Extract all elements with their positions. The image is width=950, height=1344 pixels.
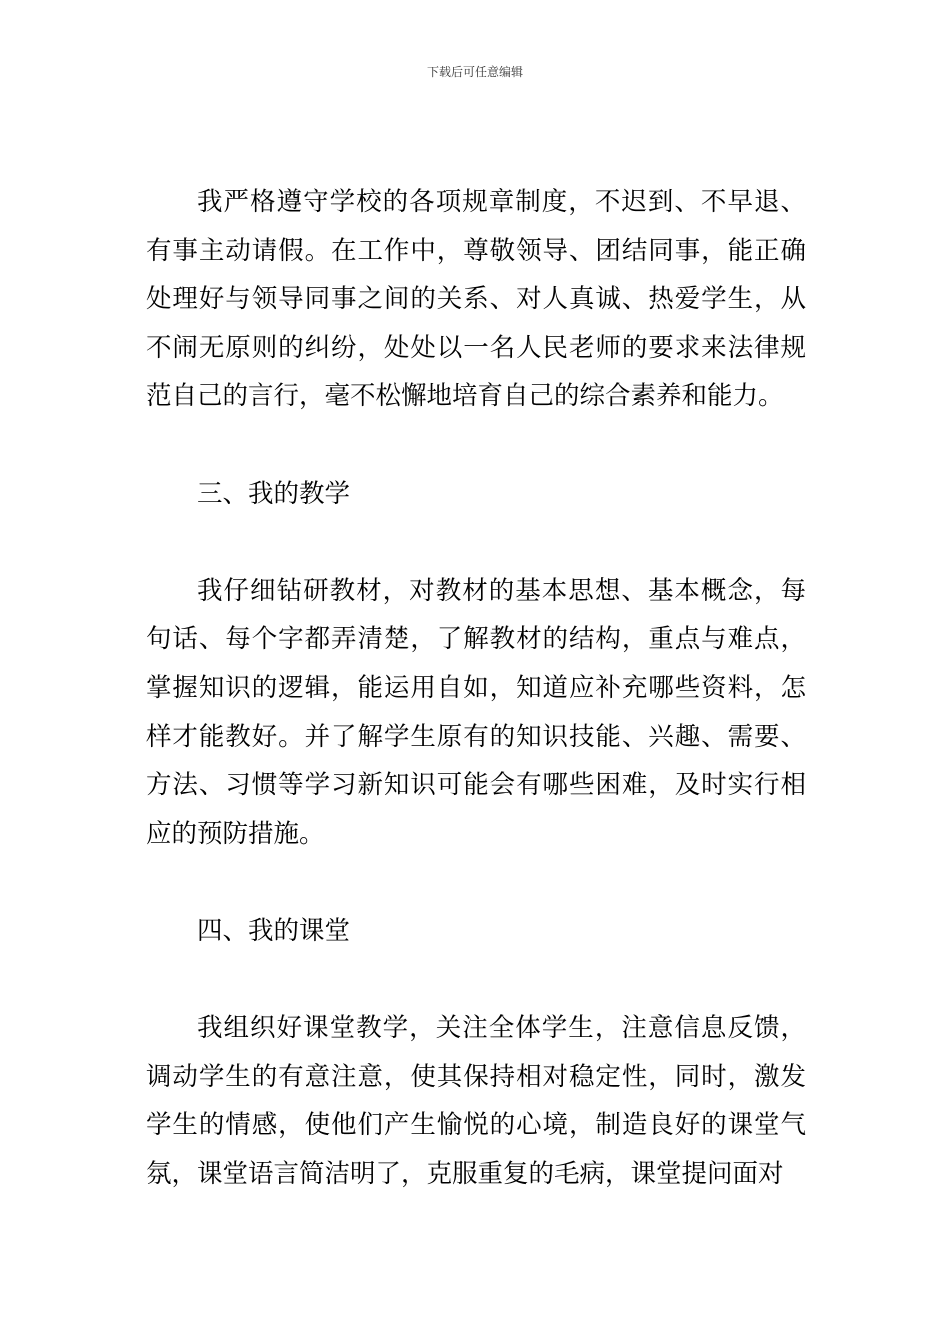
page-header-note: 下载后可任意编辑 [426, 65, 523, 79]
paragraph-classroom: 我组织好课堂教学，关注全体学生，注意信息反馈，调动学生的有意注意，使其保持相对稳定性，同时，激发学生的情感，使他们产生愉悦的心境，制造良好的课堂气氛，课堂语言简洁明了，克服重复的毛病，课堂提问面对 [146, 1013, 806, 1189]
paragraph-discipline: 我严格遵守学校的各项规章制度，不迟到、不早退、有事主动请假。在工作中，尊敬领导、团结同事，能正确处理好与领导同事之间的关系、对人真诚、热爱学生，从不闹无原则的纠纷，处处以一名人民老师的要求来法律规范自己的言行，毫不松懈地培育自己的综合素养和能力。 [146, 187, 806, 412]
section-heading-teaching: 三、我的教学 [197, 478, 351, 509]
paragraph-spacer [146, 956, 806, 1005]
paragraph-spacer [146, 518, 806, 567]
document-body [146, 178, 806, 1198]
section-heading-classroom: 四、我的课堂 [197, 915, 351, 946]
paragraph-spacer [146, 858, 806, 907]
paragraph-spacer [146, 421, 806, 470]
paragraph-teaching: 我仔细钻研教材，对教材的基本思想、基本概念，每句话、每个字都弄清楚，了解教材的结构，重点与难点，掌握知识的逻辑，能运用自如，知道应补充哪些资料，怎样才能教好。并了解学生原有的知识技能、兴趣、需要、方法、习惯等学习新知识可能会有哪些困难，及时实行相应的预防措施。 [146, 575, 806, 849]
